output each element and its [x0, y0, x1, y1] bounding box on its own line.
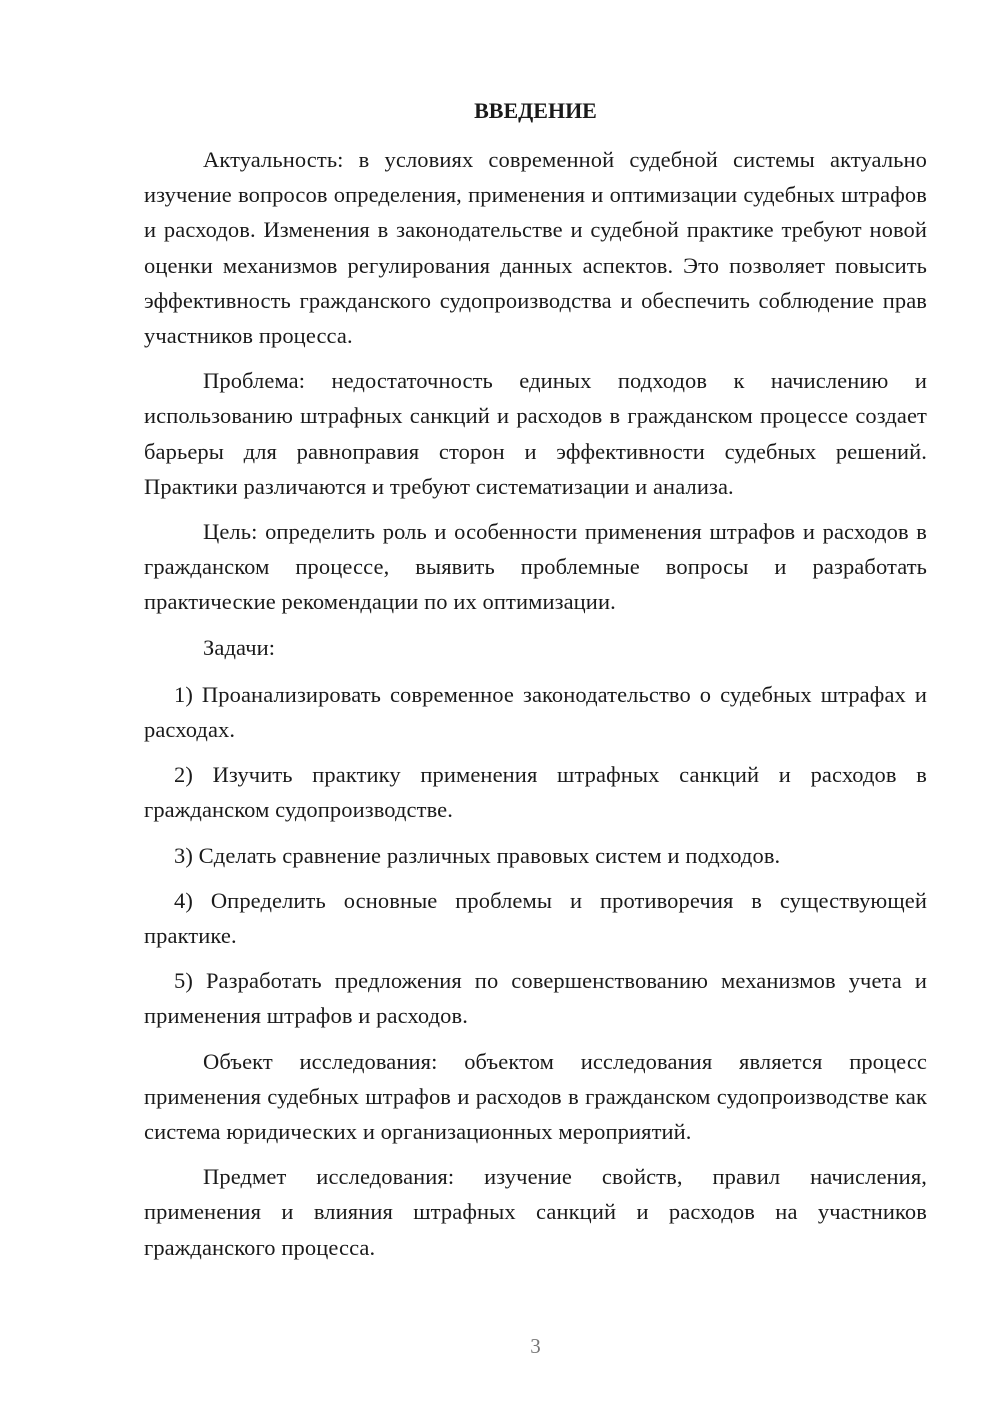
- tasks-heading: Задачи:: [203, 634, 276, 660]
- document-page: [144, 0, 927, 1414]
- relevance-paragraph: Актуальность: в условиях современной судебной системы актуально изучение вопросов определения, применения и оптимизации судебных штрафов и расходов. Изменения в законодательстве и судебной практике требуют новой оценки механизмов регулирования данных аспектов. Это позволяет повысить эффективность гражданского судопроизводства и обеспечить соблюдение прав участников процесса.: [144, 147, 927, 349]
- task-item: 5) Разработать предложения по совершенствованию механизмов учета и применения штрафов и расходов.: [144, 968, 927, 1029]
- subject-paragraph: Предмет исследования: изучение свойств, правил начисления, применения и влияния штрафных санкций и расходов на участников гражданского процесса.: [144, 1164, 927, 1260]
- goal-paragraph: Цель: определить роль и особенности применения штрафов и расходов в гражданском процессе, выявить проблемные вопросы и разработать практические рекомендации по их оптимизации.: [144, 519, 927, 615]
- document-body: [144, 142, 927, 1275]
- task-item: 2) Изучить практику применения штрафных санкций и расходов в гражданском судопроизводстве.: [144, 762, 927, 823]
- problem-paragraph: Проблема: недостаточность единых подходов к начислению и использованию штрафных санкций и расходов в гражданском процессе создает барьеры для равноправия сторон и эффективности судебных решений. Практики различаются и требуют систематизации и анализа.: [144, 368, 927, 499]
- task-item: 4) Определить основные проблемы и противоречия в существующей практике.: [144, 887, 927, 949]
- page-number: 3: [530, 1334, 541, 1358]
- object-paragraph: Объект исследования: объектом исследования является процесс применения судебных штрафов и расходов в гражданском судопроизводстве как система юридических и организационных мероприятий.: [144, 1048, 927, 1145]
- task-item: 1) Проанализировать современное законодательство о судебных штрафах и расходах.: [144, 681, 927, 743]
- page-title: ВВЕДЕНИЕ: [474, 98, 597, 123]
- task-item: 3) Сделать сравнение различных правовых систем и подходов.: [174, 842, 781, 868]
